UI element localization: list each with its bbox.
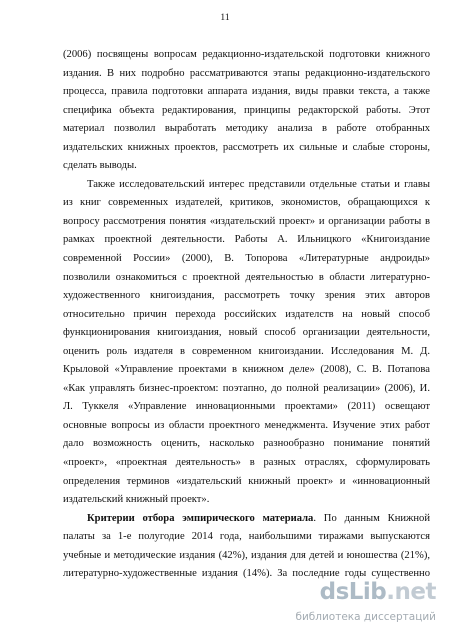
text-line: издательский книжный проект». [63, 494, 210, 506]
text-line: палаты за 1-е полугодие 2014 года, наибольшими тиражами выпускаются [63, 531, 430, 543]
paragraph-2 [63, 176, 430, 510]
text-line: художественного книгоиздания, рассмотреть точку зрения этих авторов [63, 290, 430, 302]
page-number: 11 [220, 13, 230, 23]
text-line [63, 510, 430, 529]
text-line: специфика объекта редактирования, принципы редакторской работы. Этот [63, 104, 430, 116]
text-line: издательских книжных проектов, рассмотреть их сильные и слабые стороны, [63, 141, 430, 153]
text-line: вопросу рассмотрения понятия «издательский проект» и организации работы в [63, 215, 430, 227]
text-run: . По данным Книжной [313, 512, 430, 524]
watermark-logo [320, 579, 436, 605]
paragraph-3 [63, 510, 430, 584]
watermark-logo-suffix: .net [386, 579, 436, 605]
text-line: процесса, правила подготовки аппарата издания, виды правки текста, а также [63, 86, 430, 98]
text-line: «проект», «проектная деятельность» в разных отраслях, сформулировать [63, 457, 430, 469]
text-line: (2006) посвящены вопросам редакционно-издательской подготовки книжного [63, 49, 430, 60]
text-line: относительно причин перехода российских издателств на новый способ [63, 308, 430, 320]
text-line: сделать выводы. [63, 160, 137, 172]
text-line: издания. В них подробно рассматриваются этапы редакционно-издательского [63, 67, 430, 79]
text-line: учебные и методические издания (42%), издания для детей и юношества (21%), [63, 549, 430, 561]
text-line: «Как управлять бизнес-проектом: поэтапно, до полной реализации» (2006), И. [63, 382, 430, 394]
watermark-logo-main: dsLib [319, 579, 387, 605]
text-line: литературно-художественные издания (14%). За последние годы существенно [63, 568, 430, 580]
text-line: основные вопросы из области проектного менеджмента. Изучение этих работ [63, 419, 430, 431]
text-line: из книг современных издателей, критиков, экономистов, обращающихся к [63, 197, 430, 209]
text-line: Крыловой «Управление проектами в книжном деле» (2008), С. В. Потапова [63, 364, 430, 376]
section-heading-inline: Критерии отбора эмпирического материала [87, 512, 314, 524]
text-body [63, 46, 430, 584]
paragraph-1 [63, 46, 430, 176]
text-line: оценить роль издателя в современном книгоиздании. Исследования М. Д. [63, 345, 430, 357]
text-line: функционирования книгоиздания, новый способ организации деятельности, [63, 327, 430, 339]
text-line: материал позволил выработать методику анализа в работе отобранных [63, 123, 430, 135]
watermark [248, 579, 438, 625]
text-line: дало возможность оценить, насколько разнообразно понимание понятий [63, 438, 430, 450]
text-line: определения терминов «издательский книжный проект» и «инновационный [63, 475, 430, 487]
text-line: современной России» (2000), В. Топорова «Литературные андроиды» [63, 253, 430, 265]
text-line: рамках проектной деятельности. Работы А. Ильницкого «Книгоиздание [63, 234, 430, 246]
text-line: Л. Туккеля «Управление инновационными проектами» (2011) освещают [63, 401, 430, 413]
watermark-tagline: библиотека диссертаций [295, 611, 436, 623]
text-line: Также исследовательский интерес представили отдельные статьи и главы [87, 178, 430, 190]
text-line: позволили ознакомиться с проектной деятельностью в области литературно- [63, 271, 430, 283]
